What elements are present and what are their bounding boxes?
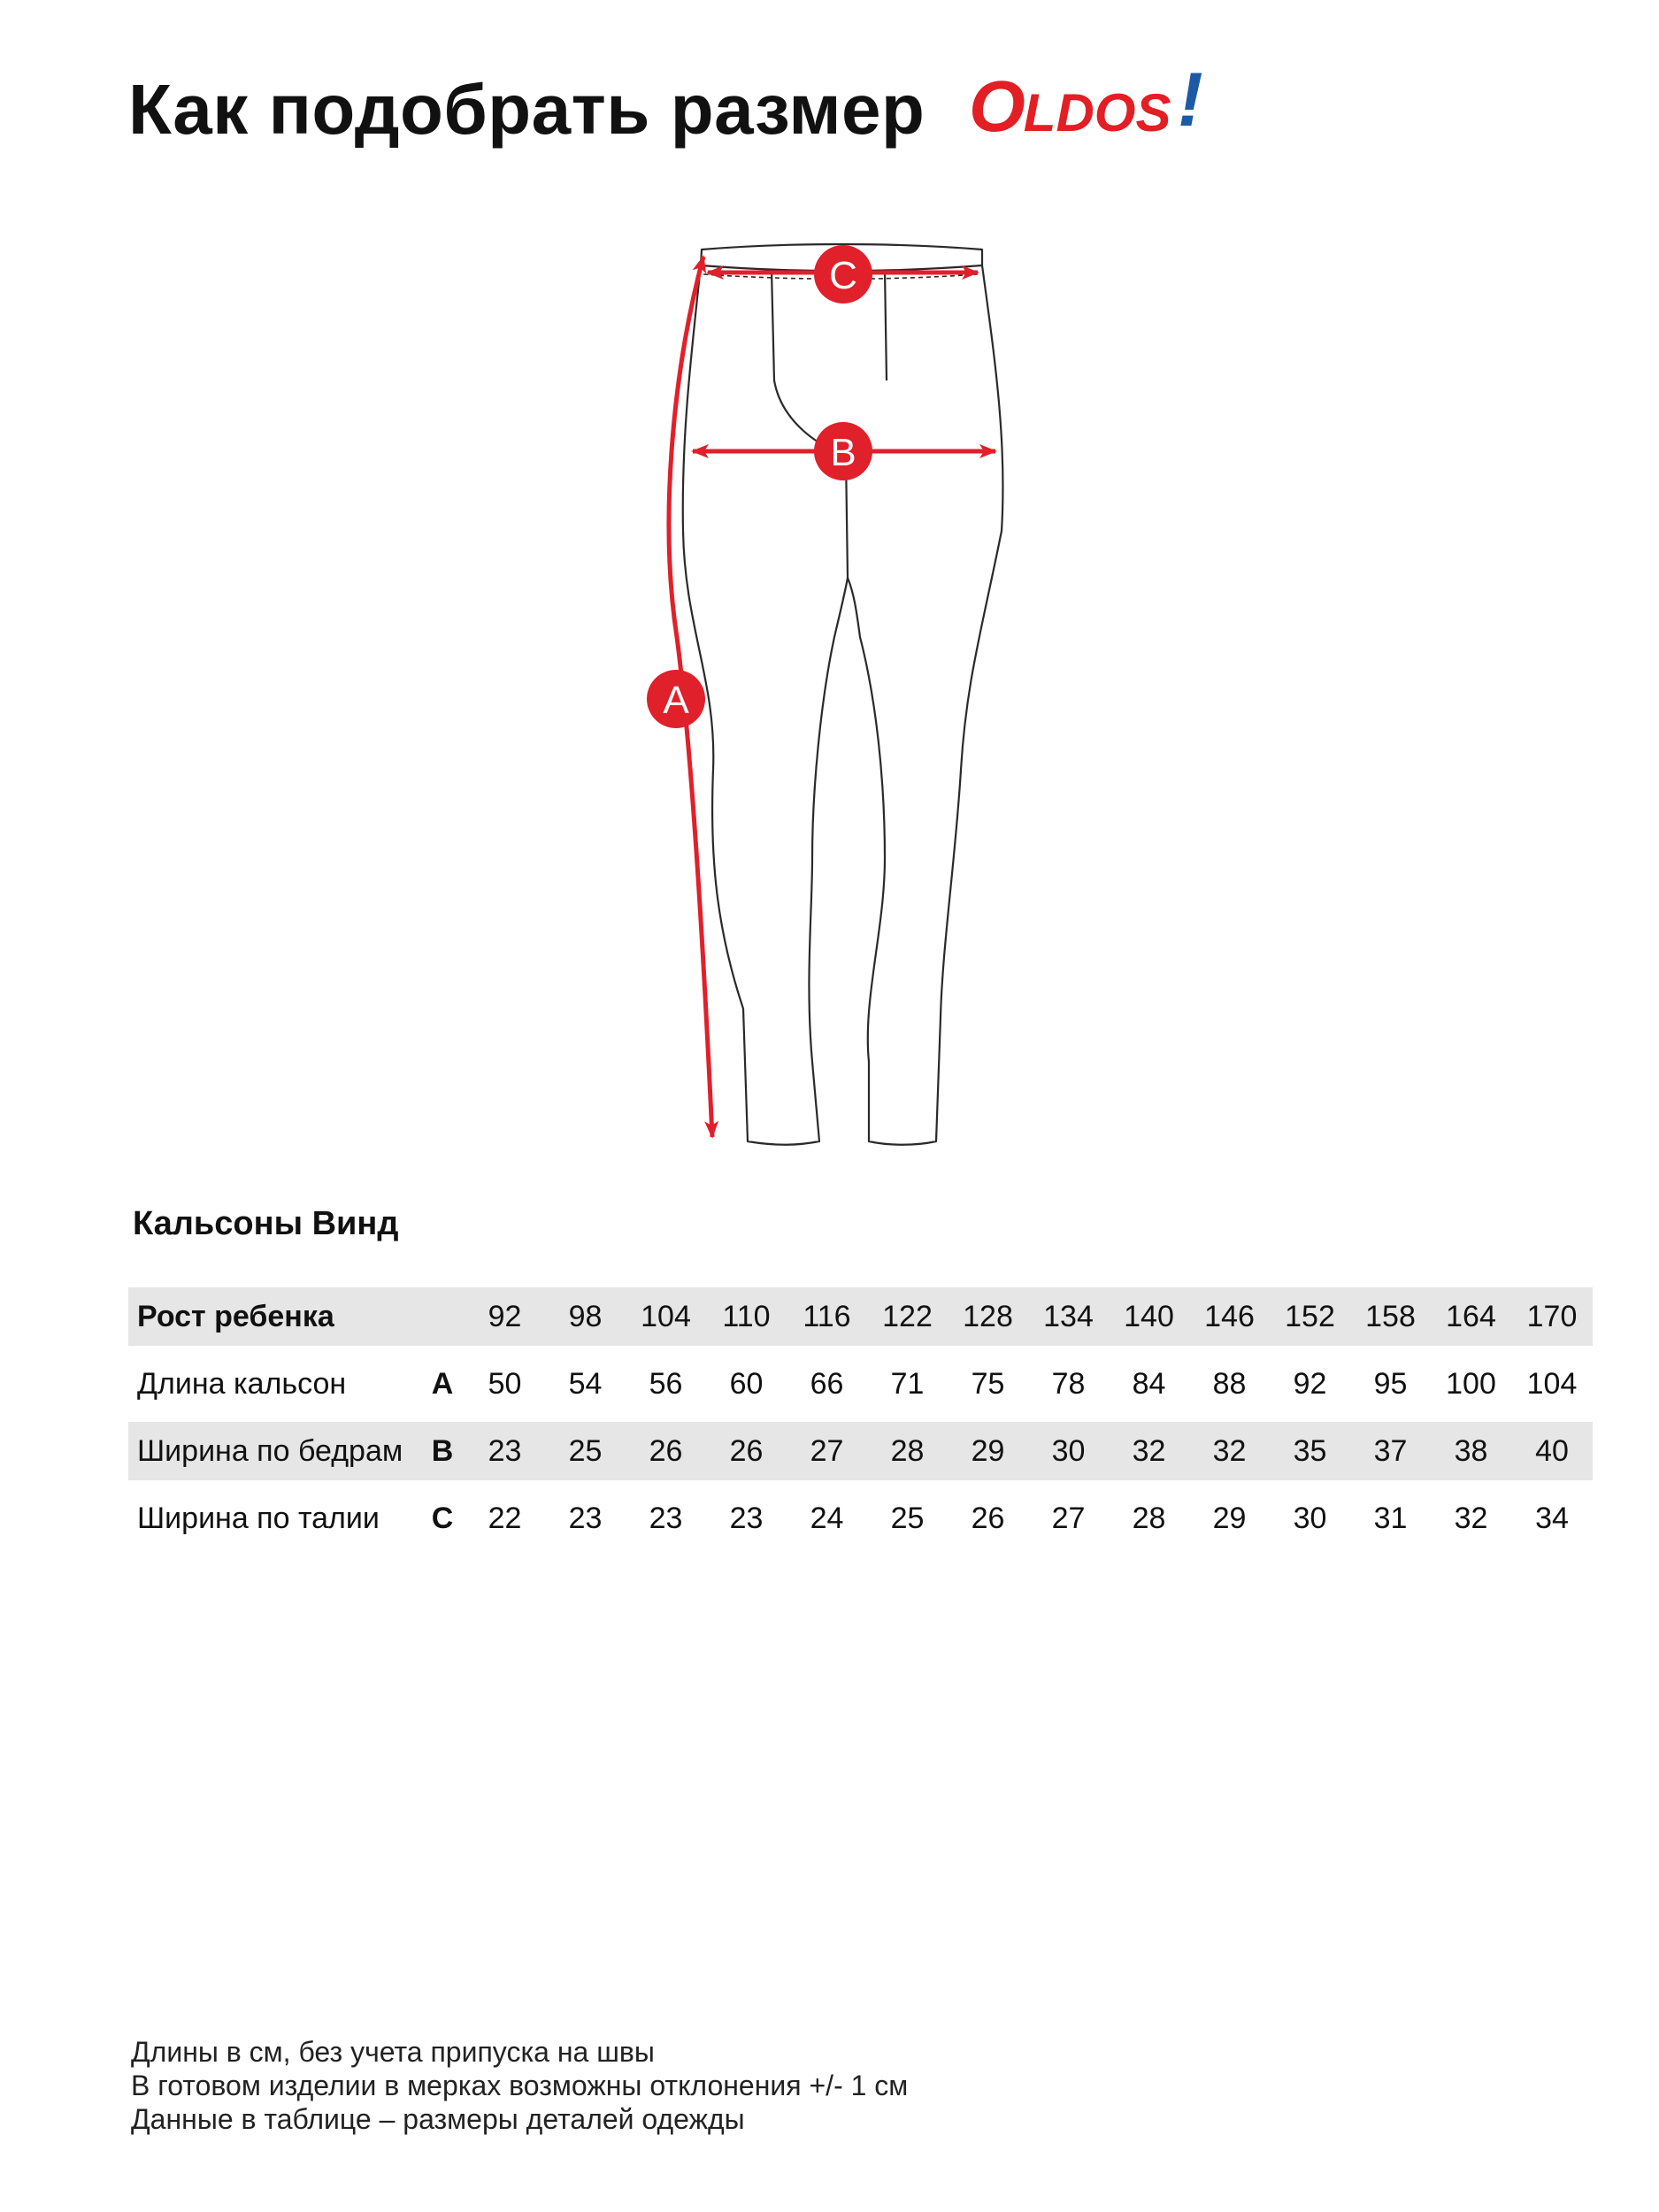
table-cell: 92 <box>1270 1355 1350 1413</box>
table-cell: 56 <box>626 1355 706 1413</box>
size-header-cell: 92 <box>465 1287 545 1346</box>
footnote-line: Длины в см, без учета припуска на швы <box>131 2036 655 2068</box>
table-cell: 23 <box>545 1489 626 1548</box>
row-letter: A <box>420 1355 465 1413</box>
size-header-cell: 146 <box>1189 1287 1270 1346</box>
row-label: Ширина по талии <box>128 1489 420 1548</box>
size-header-cell: 128 <box>948 1287 1028 1346</box>
table-cell: 78 <box>1028 1355 1109 1413</box>
table-cell: 54 <box>545 1355 626 1413</box>
table-cell: 35 <box>1270 1422 1350 1480</box>
marker-c-badge <box>814 245 872 303</box>
size-header-cell: 170 <box>1511 1287 1593 1346</box>
size-header-row <box>128 1287 1593 1346</box>
table-row-hips <box>128 1422 1593 1480</box>
table-cell: 29 <box>948 1422 1028 1480</box>
table-cell: 66 <box>787 1355 867 1413</box>
table-cell: 40 <box>1511 1422 1593 1480</box>
table-cell: 32 <box>1189 1422 1270 1480</box>
pants-outline <box>683 244 1003 1145</box>
table-cell: 24 <box>787 1489 867 1548</box>
table-cell: 32 <box>1431 1489 1511 1548</box>
size-header-label: Рост ребенка <box>128 1287 420 1346</box>
table-cell: 84 <box>1109 1355 1189 1413</box>
table-cell: 104 <box>1511 1355 1593 1413</box>
table-row-length <box>128 1355 1593 1413</box>
product-name: Кальсоны Винд <box>133 1205 399 1242</box>
table-cell: 95 <box>1350 1355 1431 1413</box>
size-header-cell: 110 <box>706 1287 787 1346</box>
marker-c-label: C <box>829 254 857 297</box>
table-cell: 100 <box>1431 1355 1511 1413</box>
marker-b-label: B <box>830 431 856 474</box>
pants-measurement-diagram <box>619 239 1062 1168</box>
row-letter: B <box>420 1422 465 1480</box>
table-cell: 23 <box>706 1489 787 1548</box>
table-cell: 25 <box>545 1422 626 1480</box>
table-cell: 88 <box>1189 1355 1270 1413</box>
table-cell: 30 <box>1270 1489 1350 1548</box>
marker-a-label: A <box>663 679 689 722</box>
size-table <box>128 1287 1593 1548</box>
size-header-cell: 140 <box>1109 1287 1189 1346</box>
footnote-line: В готовом изделии в мерках возможны отклонения +/- 1 см <box>131 2070 909 2101</box>
table-cell: 37 <box>1350 1422 1431 1480</box>
size-header-cell: 164 <box>1431 1287 1511 1346</box>
page-title: Как подобрать размер <box>128 70 926 149</box>
table-cell: 22 <box>465 1489 545 1548</box>
logo-wordmark: OLDOS <box>969 66 1171 147</box>
table-cell: 23 <box>626 1489 706 1548</box>
size-header-cell: 152 <box>1270 1287 1350 1346</box>
size-header-cell: 122 <box>867 1287 948 1346</box>
table-cell: 32 <box>1109 1422 1189 1480</box>
table-cell: 28 <box>1109 1489 1189 1548</box>
marker-a-badge <box>647 670 705 728</box>
size-header-cell: 116 <box>787 1287 867 1346</box>
table-cell: 26 <box>706 1422 787 1480</box>
table-cell: 27 <box>787 1422 867 1480</box>
size-header-cell: 98 <box>545 1287 626 1346</box>
table-cell: 34 <box>1511 1489 1593 1548</box>
table-cell: 27 <box>1028 1489 1109 1548</box>
row-letter: C <box>420 1489 465 1548</box>
size-header-cell: 134 <box>1028 1287 1109 1346</box>
footnote-line: Данные в таблице – размеры деталей одежды <box>131 2103 745 2135</box>
table-cell: 60 <box>706 1355 787 1413</box>
size-header-cell: 104 <box>626 1287 706 1346</box>
table-cell: 23 <box>465 1422 545 1480</box>
size-header-cell: 158 <box>1350 1287 1431 1346</box>
table-cell: 71 <box>867 1355 948 1413</box>
table-cell: 26 <box>626 1422 706 1480</box>
marker-b-badge <box>814 422 872 480</box>
table-cell: 31 <box>1350 1489 1431 1548</box>
oldos-logo <box>967 60 1206 149</box>
table-cell: 75 <box>948 1355 1028 1413</box>
table-cell: 28 <box>867 1422 948 1480</box>
footnotes <box>131 2035 908 2136</box>
table-cell: 26 <box>948 1489 1028 1548</box>
table-cell: 38 <box>1431 1422 1511 1480</box>
logo-exclamation: ! <box>1178 60 1203 142</box>
row-label: Ширина по бедрам <box>128 1422 420 1480</box>
table-cell: 25 <box>867 1489 948 1548</box>
table-row-waist <box>128 1489 1593 1548</box>
table-cell: 29 <box>1189 1489 1270 1548</box>
row-label: Длина кальсон <box>128 1355 420 1413</box>
table-cell: 30 <box>1028 1422 1109 1480</box>
table-cell: 50 <box>465 1355 545 1413</box>
